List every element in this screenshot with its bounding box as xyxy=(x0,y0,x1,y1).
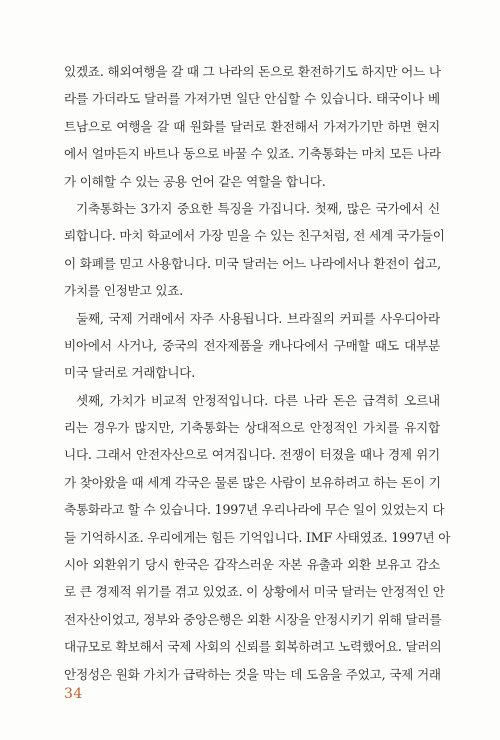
text-line: 시아 외환위기 당시 한국은 갑작스러운 자본 유출과 외환 보유고 감소 xyxy=(64,557,440,573)
text-line: 리는 경우가 많지만, 기축통화는 상대적으로 안정적인 가치를 유지합 xyxy=(64,420,440,436)
text-line: 미국 달러로 거래합니다. xyxy=(64,365,196,381)
text-line: 축통화라고 할 수 있습니다. 1997년 우리나라에 무슨 일이 있었는지 다 xyxy=(64,502,445,518)
page-number: 34 xyxy=(64,686,83,702)
text-line: 로 큰 경제적 위기를 겪고 있었죠. 이 상황에서 미국 달러는 안정적인 안 xyxy=(64,584,445,600)
text-line: 에서 얼마든지 바트나 동으로 바꿀 수 있죠. 기축통화는 마치 모든 나라 xyxy=(64,146,441,162)
text-line: 비아에서 사거나, 중국의 전자제품을 캐나다에서 구매할 때도 대부분 xyxy=(64,337,440,353)
text-line: 이 화폐를 믿고 사용합니다. 미국 달러는 어느 나라에서나 환전이 쉽고, xyxy=(64,255,441,271)
text-line: 가 찾아왔을 때 세계 각국은 물론 많은 사람이 보유하려고 하는 돈이 기 xyxy=(64,474,441,490)
text-line: 가 이해할 수 있는 공용 언어 같은 역할을 합니다. xyxy=(64,173,326,189)
text-line: 있겠죠. 해외여행을 갈 때 그 나라의 돈으로 환전하기도 하지만 어느 나 xyxy=(64,64,441,79)
text-line: 가치를 인정받고 있죠. xyxy=(64,283,184,299)
text-line: 트남으로 여행을 갈 때 원화를 달러로 환전해서 가져가기만 하면 현지 xyxy=(64,118,440,134)
text-line: 전자산이었고, 정부와 중앙은행은 외환 시장을 안정시키기 위해 달러를 xyxy=(64,611,442,627)
text-line: 들 기억하시죠. 우리에게는 힘든 기억입니다. IMF 사태였죠. 1997년 아 xyxy=(64,529,451,545)
text-line: 대규모로 확보해서 국제 사회의 신뢰를 회복하려고 노력했어요. 달러의 xyxy=(64,639,442,655)
text-line: 니다. 그래서 안전자산으로 여겨집니다. 전쟁이 터졌을 때나 경제 위기 xyxy=(64,447,440,463)
text-line: 뢰합니다. 마치 학교에서 가장 믿을 수 있는 친구처럼, 전 세계 국가들이 xyxy=(64,228,445,244)
text-line: 기축통화는 3가지 중요한 특징을 가집니다. 첫째, 많은 국가에서 신 xyxy=(76,200,440,216)
text-line: 셋째, 가치가 비교적 안정적입니다. 다른 나라 돈은 급격히 오르내 xyxy=(76,392,440,408)
text-line: 라를 가더라도 달러를 가져가면 일단 안심할 수 있습니다. 태국이나 베 xyxy=(64,91,440,107)
text-line: 안정성은 원화 가치가 급락하는 것을 막는 데 도움을 주었고, 국제 거래 xyxy=(64,666,441,682)
body-text xyxy=(64,58,451,688)
text-line: 둘째, 국제 거래에서 자주 사용됩니다. 브라질의 커피를 사우디아라 xyxy=(76,310,440,326)
